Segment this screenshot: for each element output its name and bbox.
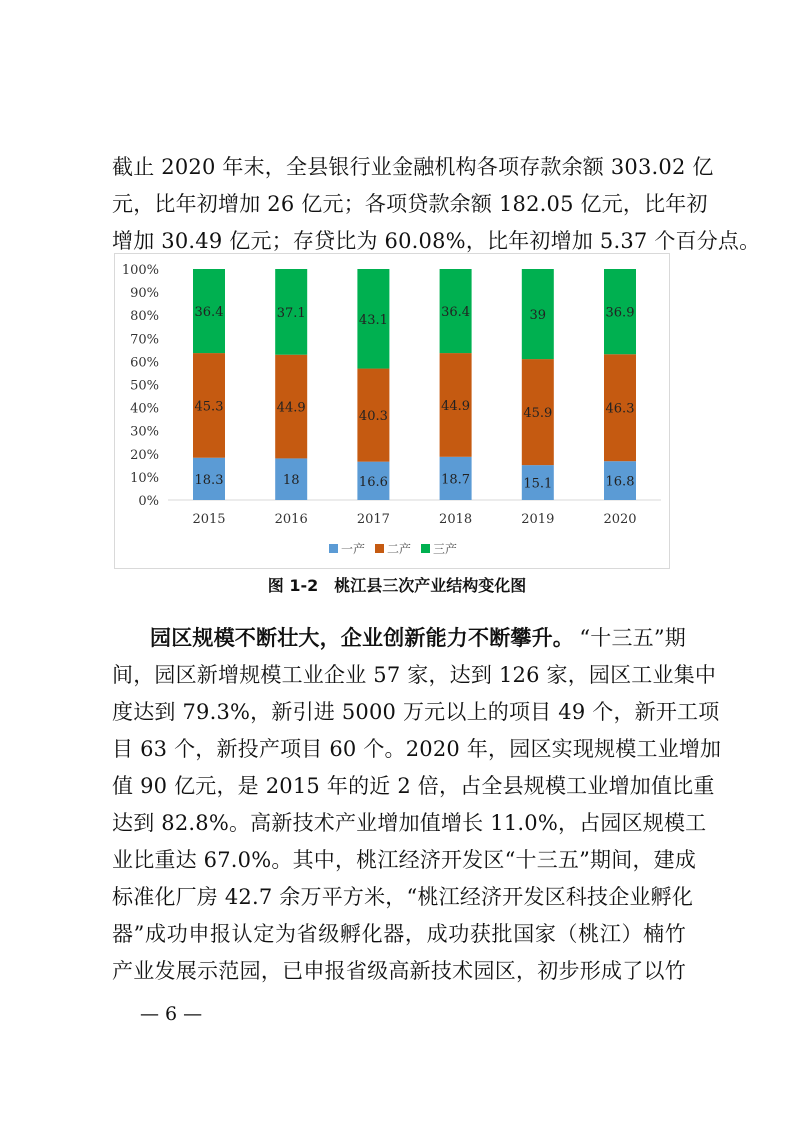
y-tick-label: 30% (130, 424, 159, 440)
y-tick-label: 50% (130, 378, 159, 394)
y-tick-label: 0% (138, 494, 159, 509)
data-label: 15.1 (523, 476, 553, 492)
y-tick-label: 40% (130, 401, 159, 417)
text-line: 目 63 个，新投产项目 60 个。2020 年，园区实现规模工业增加 (112, 737, 722, 761)
text-line: 增加 30.49 亿元；存贷比为 60.08%，比年初增加 5.37 个百分点。 (112, 229, 761, 253)
data-label: 39 (529, 308, 547, 324)
x-tick-label: 2020 (603, 512, 637, 527)
legend-swatch (375, 544, 384, 553)
data-label: 16.6 (358, 474, 388, 490)
chart-frame (114, 253, 670, 569)
y-tick-label: 60% (130, 355, 159, 371)
data-label: 45.3 (194, 399, 224, 415)
text-line: 达到 82.8%。高新技术产业增加值增长 11.0%，占园区规模工 (112, 811, 707, 835)
legend-swatch (421, 544, 430, 553)
y-tick-label: 80% (130, 309, 159, 325)
y-tick-label: 20% (130, 447, 159, 463)
data-label: 45.9 (523, 406, 553, 422)
x-tick-label: 2017 (356, 512, 390, 527)
page-number: — 6 — (140, 1003, 203, 1025)
data-label: 44.9 (441, 398, 471, 414)
text-line: 值 90 亿元，是 2015 年的近 2 倍，占全县规模工业增加值比重 (112, 774, 715, 798)
legend-label: 三产 (433, 542, 458, 556)
x-tick-label: 2015 (192, 512, 226, 527)
text-line: 度达到 79.3%，新引进 5000 万元以上的项目 49 个，新开工项 (112, 700, 720, 724)
data-label: 43.1 (358, 312, 388, 328)
text-line: 业比重达 67.0%。其中，桃江经济开发区“十三五”期间，建成 (112, 848, 697, 872)
y-tick-label: 90% (130, 286, 159, 302)
paragraph-heading: 园区规模不断壮大，企业创新能力不断攀升。 (150, 626, 574, 650)
text-line: 器”成功申报认定为省级孵化器，成功获批国家（桃江）楠竹 (112, 922, 686, 946)
data-label: 40.3 (358, 409, 388, 425)
y-tick-label: 70% (130, 332, 159, 348)
y-tick-label: 100% (121, 263, 159, 278)
figure-caption: 图 1-2 桃江县三次产业结构变化图 (267, 576, 527, 595)
data-label: 44.9 (276, 400, 306, 416)
text-line (150, 620, 686, 657)
data-label: 16.8 (605, 474, 635, 490)
text-line: 间，园区新增规模工业企业 57 家，达到 126 家，园区工业集中 (112, 663, 717, 687)
text-span: “十三五”期 (579, 626, 686, 650)
data-label: 18.7 (441, 472, 471, 488)
data-label: 36.4 (441, 305, 471, 321)
x-tick-label: 2016 (274, 512, 308, 527)
legend-label: 二产 (387, 542, 412, 556)
y-tick-label: 10% (130, 470, 159, 486)
x-tick-label: 2018 (439, 512, 473, 527)
legend-swatch (329, 544, 338, 553)
data-label: 37.1 (276, 305, 306, 321)
data-label: 36.9 (605, 305, 635, 321)
data-label: 36.4 (194, 305, 224, 321)
text-line: 产业发展示范园，已申报省级高新技术园区，初步形成了以竹 (112, 959, 686, 983)
stacked-bar-chart (115, 254, 671, 570)
data-label: 46.3 (605, 401, 635, 417)
data-label: 18.3 (194, 472, 224, 488)
text-line: 标准化厂房 42.7 余万平方米，“桃江经济开发区科技企业孵化 (112, 885, 694, 909)
text-line: 元，比年初增加 26 亿元；各项贷款余额 182.05 亿元，比年初 (112, 192, 708, 216)
x-tick-label: 2019 (521, 512, 555, 527)
data-label: 18 (282, 473, 300, 489)
text-line: 截止 2020 年末，全县银行业金融机构各项存款余额 303.02 亿 (112, 155, 714, 179)
legend-label: 一产 (341, 542, 366, 556)
